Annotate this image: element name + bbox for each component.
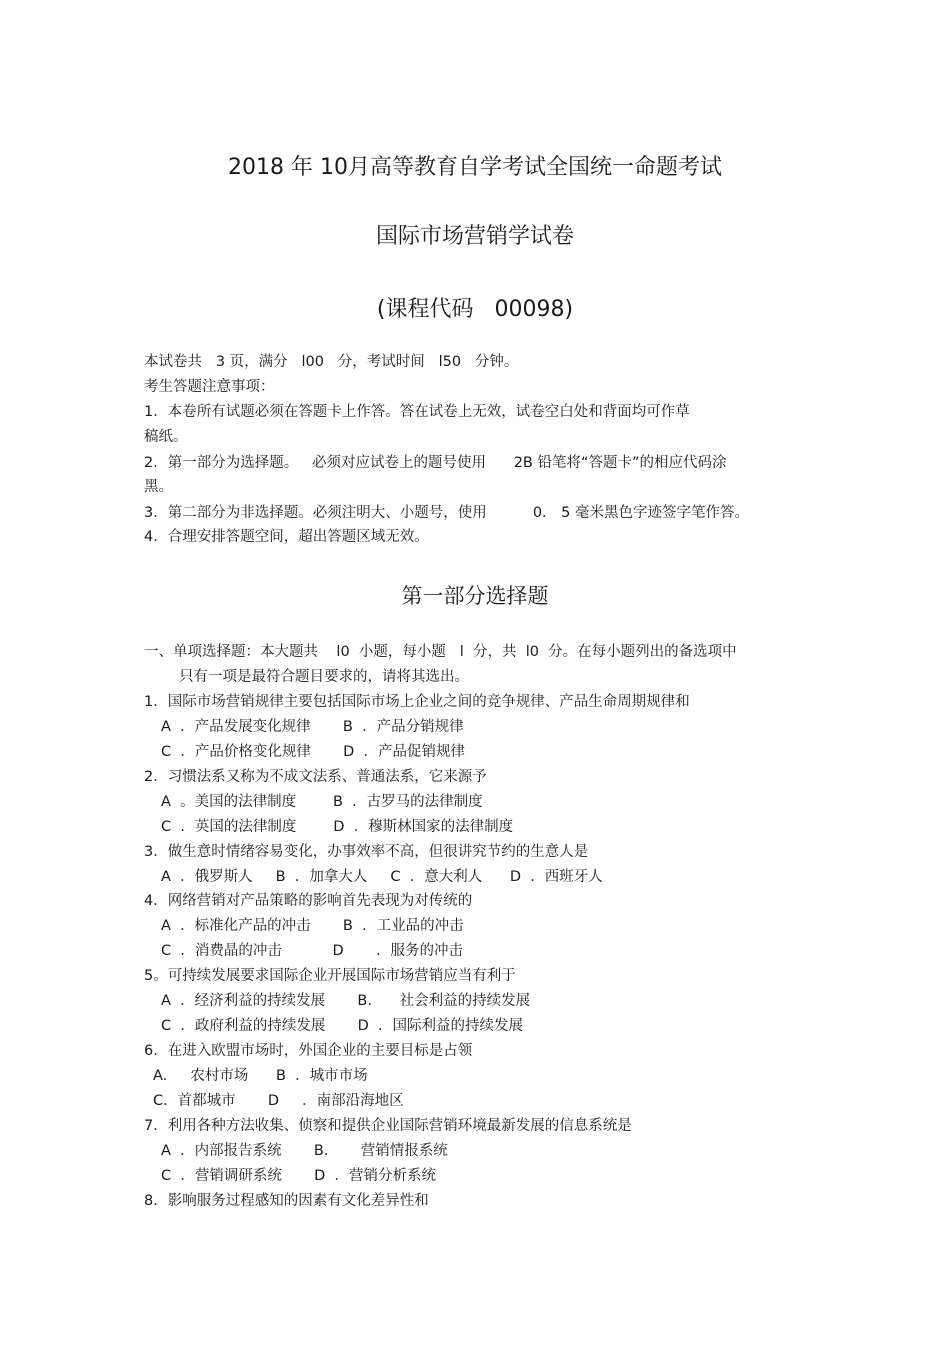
question-1-options-cd: C ．产品价格变化规律 D ．产品促销规律 [161,744,465,760]
notice-item-2: 2．第一部分为选择题。 必须对应试卷上的题号使用 2B 铅笔将“答题卡”的相应代码涂 [144,455,727,471]
notice-item-2-cont: 黑。 [144,479,173,495]
question-5: 5。可持续发展要求国际企业开展国际市场营销应当有利于 [144,968,516,984]
question-7-options-ab: A ．内部报告系统 B. 营销情报系统 [161,1143,448,1159]
part1-instructions-cont: 只有一项是最符合题目要求的，请将其选出。 [179,669,469,685]
notice-intro: 本试卷共 3 页，满分 l00 分，考试时间 l50 分钟。 [144,354,519,370]
notice-item-3: 3．第二部分为非选择题。必须注明大、小题号，使用 0． 5 毫米黑色字迹签字笔作答。 [144,505,749,521]
question-1: 1．国际市场营销规律主要包括国际市场上企业之间的竞争规律、产品生命周期规律和 [144,694,690,710]
question-2: 2．习惯法系又称为不成文法系、普通法系，它来源予 [144,769,487,785]
question-7: 7．利用各种方法收集、侦察和提供企业国际营销环境最新发展的信息系统是 [144,1118,632,1134]
question-8: 8．影响服务过程感知的因素有文化差异性和 [144,1193,429,1209]
question-5-options-ab: A ．经济利益的持续发展 B. 社会利益的持续发展 [161,993,531,1009]
course-code: (课程代码 00098) [376,297,574,322]
question-6-options-ab: A. 农村市场 B ．城市市场 [153,1068,368,1084]
notice-item-1-cont: 稿纸。 [144,429,188,445]
notice-item-1: 1．本卷所有试题必须在答题卡上作答。答在试卷上无效，试卷空白处和背面均可作草 [144,404,690,420]
question-4-options-ab: A ．标准化产品的冲击 B ．工业品的冲击 [161,918,464,934]
question-5-options-cd: C ．政府利益的持续发展 D ．国际利益的持续发展 [161,1018,523,1034]
part1-instructions: 一、单项选择题：本大题共 l0 小题，每小题 l 分，共 l0 分。在每小题列出的备选项中 [144,644,737,660]
question-7-options-cd: C ．营销调研系统 D ．营销分析系统 [161,1168,436,1184]
notice-heading: 考生答题注意事项： [144,379,275,395]
question-6-options-cd: C．首都城市 D ．南部沿海地区 [153,1093,404,1109]
exam-title: 2018 年 10月高等教育自学考试全国统一命题考试 [228,155,722,180]
exam-subtitle: 国际市场营销学试卷 [375,224,574,249]
question-2-options-ab: A 。美国的法律制度 B ．古罗马的法律制度 [161,794,483,810]
question-3: 3．做生意时情绪容易变化，办事效率不高，但很讲究节约的生意人是 [144,844,589,860]
part1-title: 第一部分选择题 [401,584,549,608]
question-4: 4．网络营销对产品策略的影响首先表现为对传统的 [144,893,473,909]
question-4-options-cd: C ．消费晶的冲击 D ．服务的冲击 [161,943,463,959]
question-3-options: A ．俄罗斯人 B ．加拿大人 C ．意大利人 D ．西班牙人 [161,869,603,885]
question-6: 6．在进入欧盟市场时，外国企业的主要目标是占领 [144,1043,473,1059]
notice-item-4: 4．合理安排答题空间，超出答题区域无效。 [144,529,429,545]
question-1-options-ab: A ．产品发展变化规律 B ．产品分销规律 [161,719,464,735]
question-2-options-cd: C ．英国的法律制度 D ．穆斯林国家的法律制度 [161,819,514,835]
